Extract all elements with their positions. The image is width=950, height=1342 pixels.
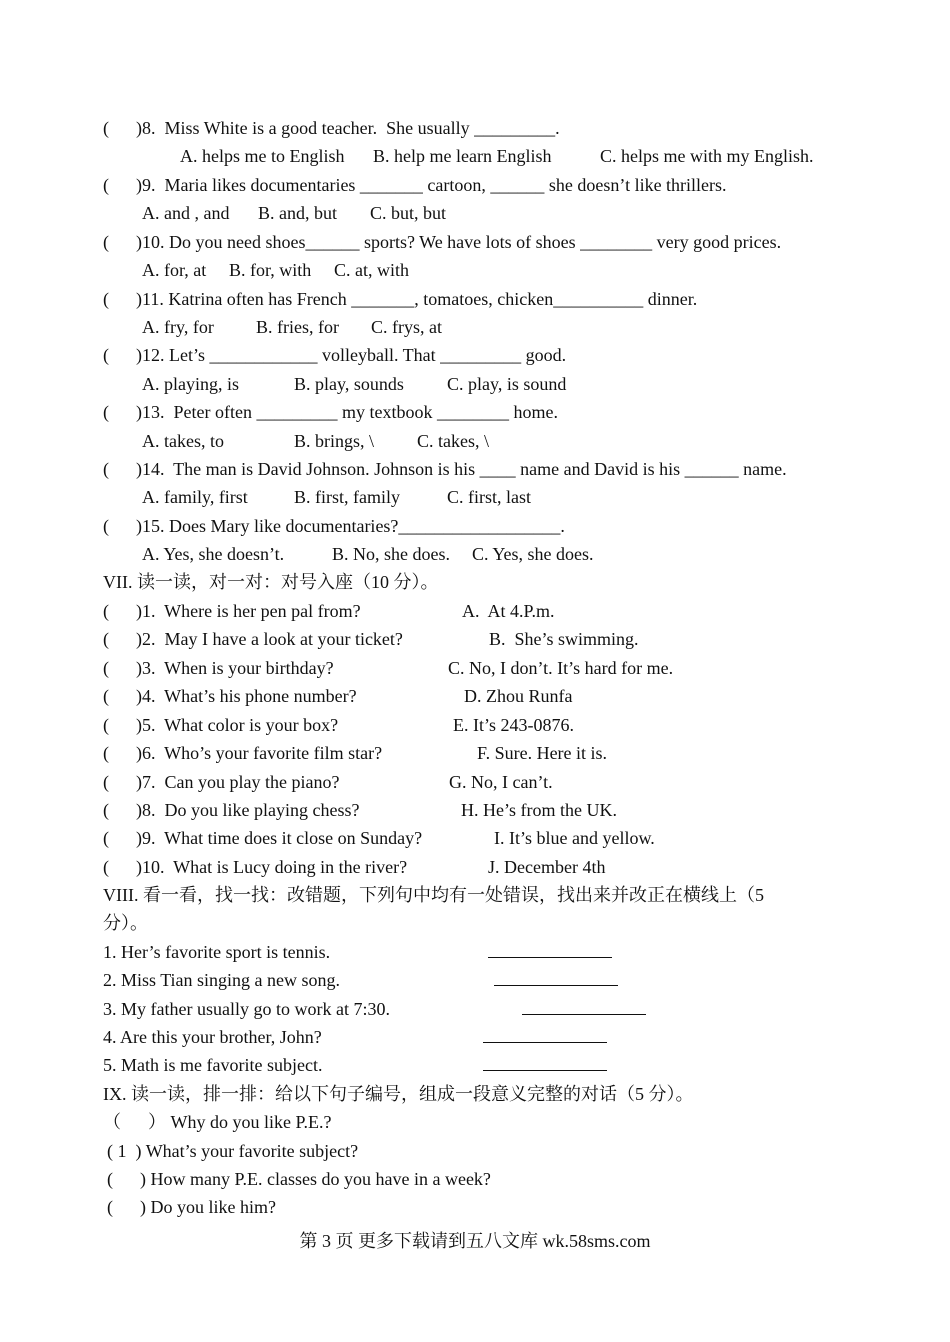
- question-11: [103, 288, 697, 310]
- question-text: 10. What is Lucy doing in the river?: [142, 857, 408, 877]
- question-text: 11. Katrina often has French _______, tomatoes, chicken__________ dinner.: [142, 289, 698, 309]
- answer-paren: ( ): [103, 232, 142, 252]
- question-text: 5. What color is your box?: [142, 715, 339, 735]
- match-answer: G. No, I can’t.: [449, 772, 553, 792]
- dialogue-text: Why do you like P.E.?: [170, 1112, 332, 1132]
- dialogue-item: [107, 1196, 276, 1218]
- answer-paren: ( ): [103, 743, 142, 763]
- question-text: 4. What’s his phone number?: [142, 686, 357, 706]
- match-question: [103, 856, 407, 878]
- option-c: C. Yes, she does.: [472, 544, 594, 564]
- question-9: [103, 174, 727, 196]
- option-b: B. and, but: [258, 203, 337, 223]
- answer-blank[interactable]: [483, 1054, 607, 1071]
- option-c: C. first, last: [447, 487, 531, 507]
- option-b: B. brings, \: [294, 431, 375, 451]
- dialogue-item: [107, 1140, 358, 1162]
- match-question: [103, 600, 361, 622]
- dialogue-text: Do you like him?: [150, 1197, 276, 1217]
- question-8: [103, 117, 560, 139]
- dialogue-item: [107, 1168, 491, 1190]
- option-a: A. fry, for: [142, 317, 214, 337]
- match-answer: A. At 4.P.m.: [462, 601, 555, 621]
- answer-paren: ( ): [107, 1197, 146, 1217]
- correction-item: 5. Math is me favorite subject.: [103, 1055, 323, 1075]
- option-b: B. fries, for: [256, 317, 339, 337]
- page-footer: 第 3 页 更多下载请到五八文库 wk.58sms.com: [299, 1231, 651, 1251]
- correction-item: 2. Miss Tian singing a new song.: [103, 970, 341, 990]
- answer-paren: ( ): [103, 715, 142, 735]
- correction-item: 1. Her’s favorite sport is tennis.: [103, 942, 331, 962]
- option-b: B. help me learn English: [373, 146, 552, 166]
- match-question: [103, 685, 357, 707]
- answer-paren: ( ): [103, 516, 142, 536]
- question-15: [103, 515, 565, 537]
- option-a: A. family, first: [142, 487, 248, 507]
- match-answer: E. It’s 243-0876.: [453, 715, 574, 735]
- option-c: C. helps me with my English.: [600, 146, 814, 166]
- correction-item: 4. Are this your brother, John?: [103, 1027, 322, 1047]
- match-answer: F. Sure. Here it is.: [477, 743, 608, 763]
- option-c: C. play, is sound: [447, 374, 567, 394]
- answer-paren: ( ): [103, 629, 142, 649]
- answer-paren: （ ）: [103, 1112, 166, 1132]
- option-b: B. No, she does.: [332, 544, 450, 564]
- section-heading-cont: 分）。: [103, 913, 148, 933]
- question-10: [103, 231, 781, 253]
- question-12: [103, 344, 566, 366]
- option-b: B. first, family: [294, 487, 400, 507]
- option-c: C. but, but: [370, 203, 447, 223]
- question-text: 12. Let’s ____________ volleyball. That _________ good.: [142, 345, 567, 365]
- match-question: [103, 827, 422, 849]
- question-text: 2. May I have a look at your ticket?: [142, 629, 403, 649]
- dialogue-text: What’s your favorite subject?: [145, 1141, 359, 1161]
- answer-paren: ( ): [103, 686, 142, 706]
- answer-paren: ( ): [103, 772, 142, 792]
- question-text: 8. Do you like playing chess?: [142, 800, 360, 820]
- answer-paren: ( ): [103, 658, 142, 678]
- option-a: A. for, at: [142, 260, 207, 280]
- answer-paren: ( ): [103, 800, 142, 820]
- option-a: A. and , and: [142, 203, 230, 223]
- match-answer: I. It’s blue and yellow.: [494, 828, 655, 848]
- match-question: [103, 742, 382, 764]
- match-question: [103, 628, 403, 650]
- question-text: 1. Where is her pen pal from?: [142, 601, 361, 621]
- question-text: 10. Do you need shoes______ sports? We have lots of shoes ________ very good prices.: [142, 232, 782, 252]
- option-b: B. for, with: [229, 260, 312, 280]
- section-heading: IX. 读一读，排一排：给以下句子编号，组成一段意义完整的对话（5 分）。: [103, 1084, 694, 1104]
- question-text: 7. Can you play the piano?: [142, 772, 340, 792]
- option-a: A. takes, to: [142, 431, 224, 451]
- answer-paren: ( ): [103, 118, 142, 138]
- answer-paren: ( ): [103, 402, 142, 422]
- answer-paren: ( ): [107, 1169, 146, 1189]
- section-heading: VII. 读一读，对一对：对号入座（10 分）。: [103, 572, 439, 592]
- option-a: A. Yes, she doesn’t.: [142, 544, 285, 564]
- answer-paren: ( ): [103, 857, 142, 877]
- option-a: A. playing, is: [142, 374, 239, 394]
- answer-paren: ( ): [103, 601, 142, 621]
- match-answer: D. Zhou Runfa: [464, 686, 573, 706]
- option-a: A. helps me to English: [180, 146, 345, 166]
- match-question: [103, 657, 334, 679]
- answer-paren: ( ): [103, 459, 142, 479]
- option-c: C. takes, \: [417, 431, 489, 451]
- match-question: [103, 771, 339, 793]
- question-text: 9. What time does it close on Sunday?: [142, 828, 423, 848]
- question-text: 9. Maria likes documentaries _______ cartoon, ______ she doesn’t like thrillers.: [142, 175, 727, 195]
- question-text: 15. Does Mary like documentaries?__________________.: [142, 516, 565, 536]
- match-answer: J. December 4th: [488, 857, 606, 877]
- match-answer: H. He’s from the UK.: [461, 800, 617, 820]
- answer-paren: ( ): [103, 345, 142, 365]
- question-text: 8. Miss White is a good teacher. She usually _________.: [142, 118, 560, 138]
- answer-blank[interactable]: [483, 1026, 607, 1043]
- match-question: [103, 714, 338, 736]
- question-14: [103, 458, 787, 480]
- match-question: [103, 799, 359, 821]
- answer-blank[interactable]: [494, 969, 618, 986]
- answer-paren: ( 1 ): [107, 1141, 142, 1161]
- correction-item: 3. My father usually go to work at 7:30.: [103, 999, 390, 1019]
- question-text: 14. The man is David Johnson. Johnson is his ____ name and David is his ______ name.: [142, 459, 787, 479]
- option-b: B. play, sounds: [294, 374, 404, 394]
- dialogue-item: [103, 1111, 331, 1133]
- question-text: 3. When is your birthday?: [142, 658, 334, 678]
- answer-paren: ( ): [103, 175, 142, 195]
- match-answer: C. No, I don’t. It’s hard for me.: [448, 658, 674, 678]
- answer-blank[interactable]: [488, 941, 612, 958]
- answer-paren: ( ): [103, 289, 142, 309]
- dialogue-text: How many P.E. classes do you have in a week?: [150, 1169, 491, 1189]
- answer-blank[interactable]: [522, 998, 646, 1015]
- question-13: [103, 401, 558, 423]
- section-heading: VIII. 看一看，找一找：改错题，下列句中均有一处错误，找出来并改正在横线上（5: [103, 885, 764, 905]
- answer-paren: ( ): [103, 828, 142, 848]
- question-text: 13. Peter often _________ my textbook ________ home.: [142, 402, 558, 422]
- option-c: C. at, with: [334, 260, 409, 280]
- question-text: 6. Who’s your favorite film star?: [142, 743, 383, 763]
- match-answer: B. She’s swimming.: [489, 629, 639, 649]
- option-c: C. frys, at: [371, 317, 442, 337]
